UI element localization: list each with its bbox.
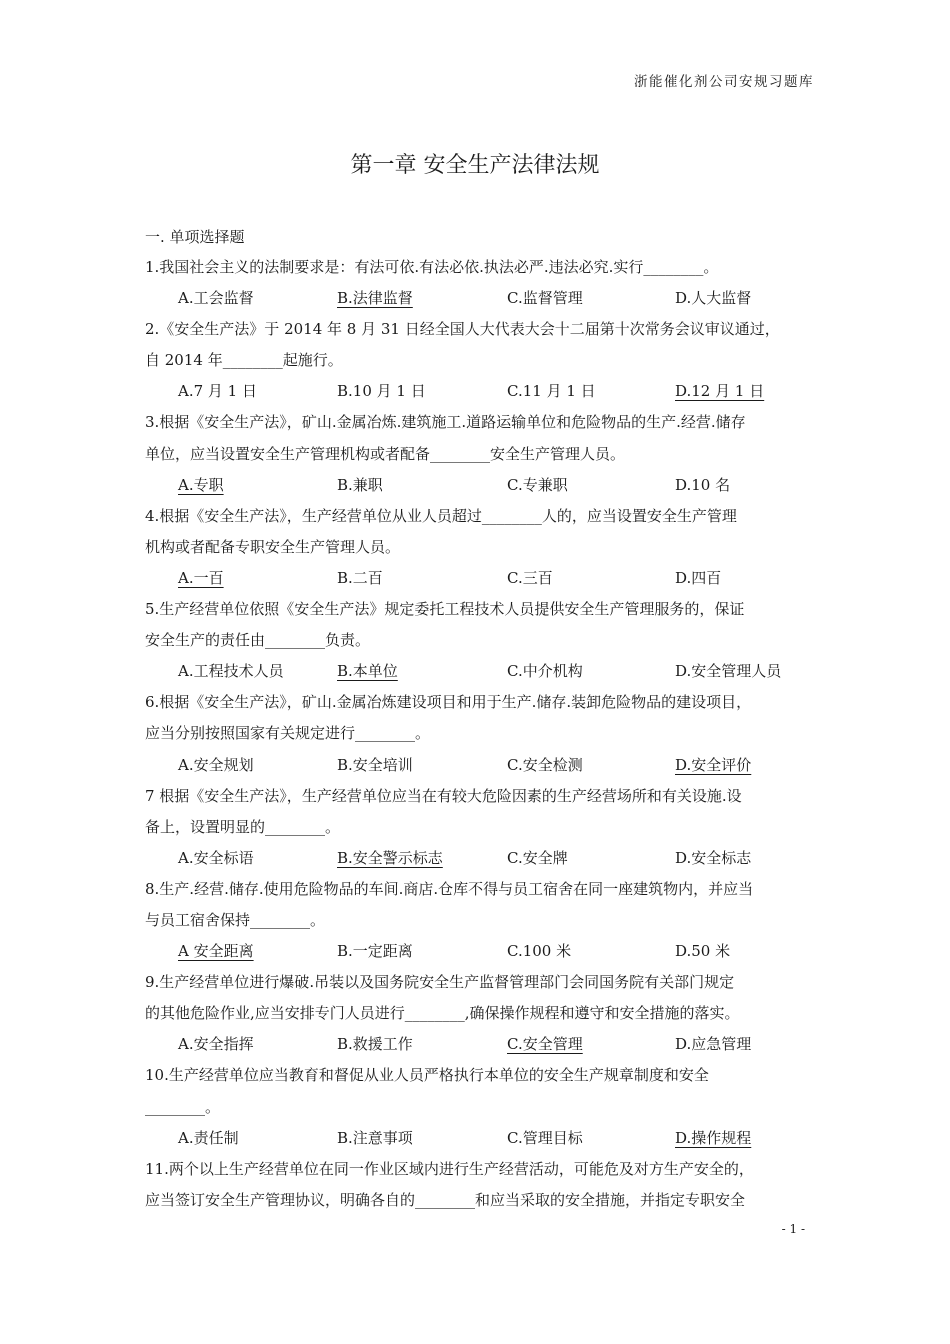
question-text-line: 与员工宿舍保持________。 <box>145 910 326 929</box>
question-text-line: 11.两个以上生产经营单位在同一作业区域内进行生产经营活动，可能危及对方生产安全的， <box>145 1159 754 1178</box>
question-text-line: 自 2014 年________起施行。 <box>145 351 343 370</box>
section-heading: 一. 单项选择题 <box>145 228 245 246</box>
option: B.救援工作 <box>337 1035 413 1054</box>
option: B.注意事项 <box>337 1128 413 1147</box>
options-row <box>145 656 807 687</box>
option: C.11 月 1 日 <box>507 382 596 401</box>
answer-option: D.12 月 1 日 <box>675 382 765 401</box>
question-text-line: 10.生产经营单位应当教育和督促从业人员严格执行本单位的安全生产规章制度和安全 <box>145 1066 709 1085</box>
option: C.安全检测 <box>507 755 583 774</box>
options-row <box>145 936 807 967</box>
option: B.安全培训 <box>337 755 413 774</box>
option: C.三百 <box>507 568 553 587</box>
option: D.50 米 <box>675 942 731 961</box>
option: D.应急管理 <box>675 1035 752 1054</box>
question-text-line: 应当分别按照国家有关规定进行________。 <box>145 724 431 743</box>
question-item <box>145 501 807 594</box>
option: C.监督管理 <box>507 289 583 308</box>
answer-option: D.操作规程 <box>675 1128 752 1147</box>
answer-option: B.本单位 <box>337 662 398 681</box>
answer-option: A.专职 <box>178 475 224 494</box>
option: D.10 名 <box>675 475 731 494</box>
option: D.四百 <box>675 568 722 587</box>
answer-option: A.一百 <box>178 568 224 587</box>
question-text-line: ________。 <box>145 1097 221 1116</box>
answer-option: B.安全警示标志 <box>337 848 443 867</box>
option: D.人大监督 <box>675 289 752 308</box>
option: D.安全标志 <box>675 848 752 867</box>
option: C.专兼职 <box>507 475 568 494</box>
option: D.安全管理人员 <box>675 662 782 681</box>
question-item <box>145 407 807 500</box>
chapter-title: 第一章 安全生产法律法规 <box>350 153 600 178</box>
option: B.10 月 1 日 <box>337 382 426 401</box>
option: A.安全规划 <box>178 755 254 774</box>
option: C.安全牌 <box>507 848 568 867</box>
question-item <box>145 781 807 874</box>
question-list <box>145 252 807 1216</box>
options-row <box>145 1029 807 1060</box>
question-text-line: 2.《安全生产法》于 2014 年 8 月 31 日经全国人大代表大会十二届第十次常务会议审议通过， <box>145 320 780 339</box>
option: B.兼职 <box>337 475 383 494</box>
options-row <box>145 376 807 407</box>
question-text-line: 3.根据《安全生产法》，矿山.金属冶炼.建筑施工.道路运输单位和危险物品的生产.经营.储存 <box>145 413 746 432</box>
option: A.责任制 <box>178 1128 239 1147</box>
question-item <box>145 1154 807 1216</box>
page-number: - 1 - <box>781 1222 805 1236</box>
options-row <box>145 470 807 501</box>
option: A.7 月 1 日 <box>178 382 257 401</box>
options-row <box>145 750 807 781</box>
question-text-line: 7 根据《安全生产法》，生产经营单位应当在有较大危险因素的生产经营场所和有关设施.设 <box>145 786 742 805</box>
question-text-line: 4.根据《安全生产法》，生产经营单位从业人员超过________人的，应当设置安全生产管理 <box>145 506 737 525</box>
option: B.一定距离 <box>337 942 413 961</box>
question-text-line: 机构或者配备专职安全生产管理人员。 <box>145 537 401 556</box>
question-text-line: 单位，应当设置安全生产管理机构或者配备________安全生产管理人员。 <box>145 444 626 463</box>
question-item <box>145 967 807 1060</box>
options-row <box>145 283 807 314</box>
question-text-line: 应当签订安全生产管理协议，明确各自的________和应当采取的安全措施，并指定专职安全 <box>145 1190 746 1209</box>
option: C.管理目标 <box>507 1128 583 1147</box>
option: A.安全指挥 <box>178 1035 254 1054</box>
option: C.中介机构 <box>507 662 583 681</box>
options-row <box>145 843 807 874</box>
option: A.安全标语 <box>178 848 254 867</box>
option: A.工会监督 <box>178 289 254 308</box>
options-row <box>145 1123 807 1154</box>
question-text-line: 安全生产的责任由________负责。 <box>145 631 371 650</box>
question-text-line: 5.生产经营单位依照《安全生产法》规定委托工程技术人员提供安全生产管理服务的，保证 <box>145 600 745 619</box>
question-item <box>145 1060 807 1153</box>
question-text-line: 8.生产.经营.储存.使用危险物品的车间.商店.仓库不得与员工宿舍在同一座建筑物内，并应当 <box>145 879 754 898</box>
question-item <box>145 687 807 780</box>
option: B.二百 <box>337 568 383 587</box>
question-item <box>145 594 807 687</box>
question-text-line: 的其他危险作业,应当安排专门人员进行________,确保操作规程和遵守和安全措施的落实。 <box>145 1004 740 1023</box>
option: A.工程技术人员 <box>178 662 284 681</box>
question-item <box>145 314 807 407</box>
question-text-line: 1.我国社会主义的法制要求是：有法可依.有法必依.执法必严.违法必究.实行________。 <box>145 258 719 276</box>
document-header: 浙能催化剂公司安规习题库 <box>634 74 814 90</box>
answer-option: D.安全评价 <box>675 755 752 774</box>
question-item <box>145 252 807 314</box>
options-row <box>145 563 807 594</box>
answer-option: B.法律监督 <box>337 289 413 308</box>
question-item <box>145 874 807 967</box>
answer-option: C.安全管理 <box>507 1035 583 1054</box>
question-text-line: 备上，设置明显的________。 <box>145 817 341 836</box>
question-text-line: 9.生产经营单位进行爆破.吊装以及国务院安全生产监督管理部门会同国务院有关部门规定 <box>145 973 735 992</box>
option: C.100 米 <box>507 942 572 961</box>
answer-option: A 安全距离 <box>178 942 254 961</box>
question-text-line: 6.根据《安全生产法》，矿山.金属冶炼建设项目和用于生产.储存.装卸危险物品的建设项目， <box>145 693 752 712</box>
